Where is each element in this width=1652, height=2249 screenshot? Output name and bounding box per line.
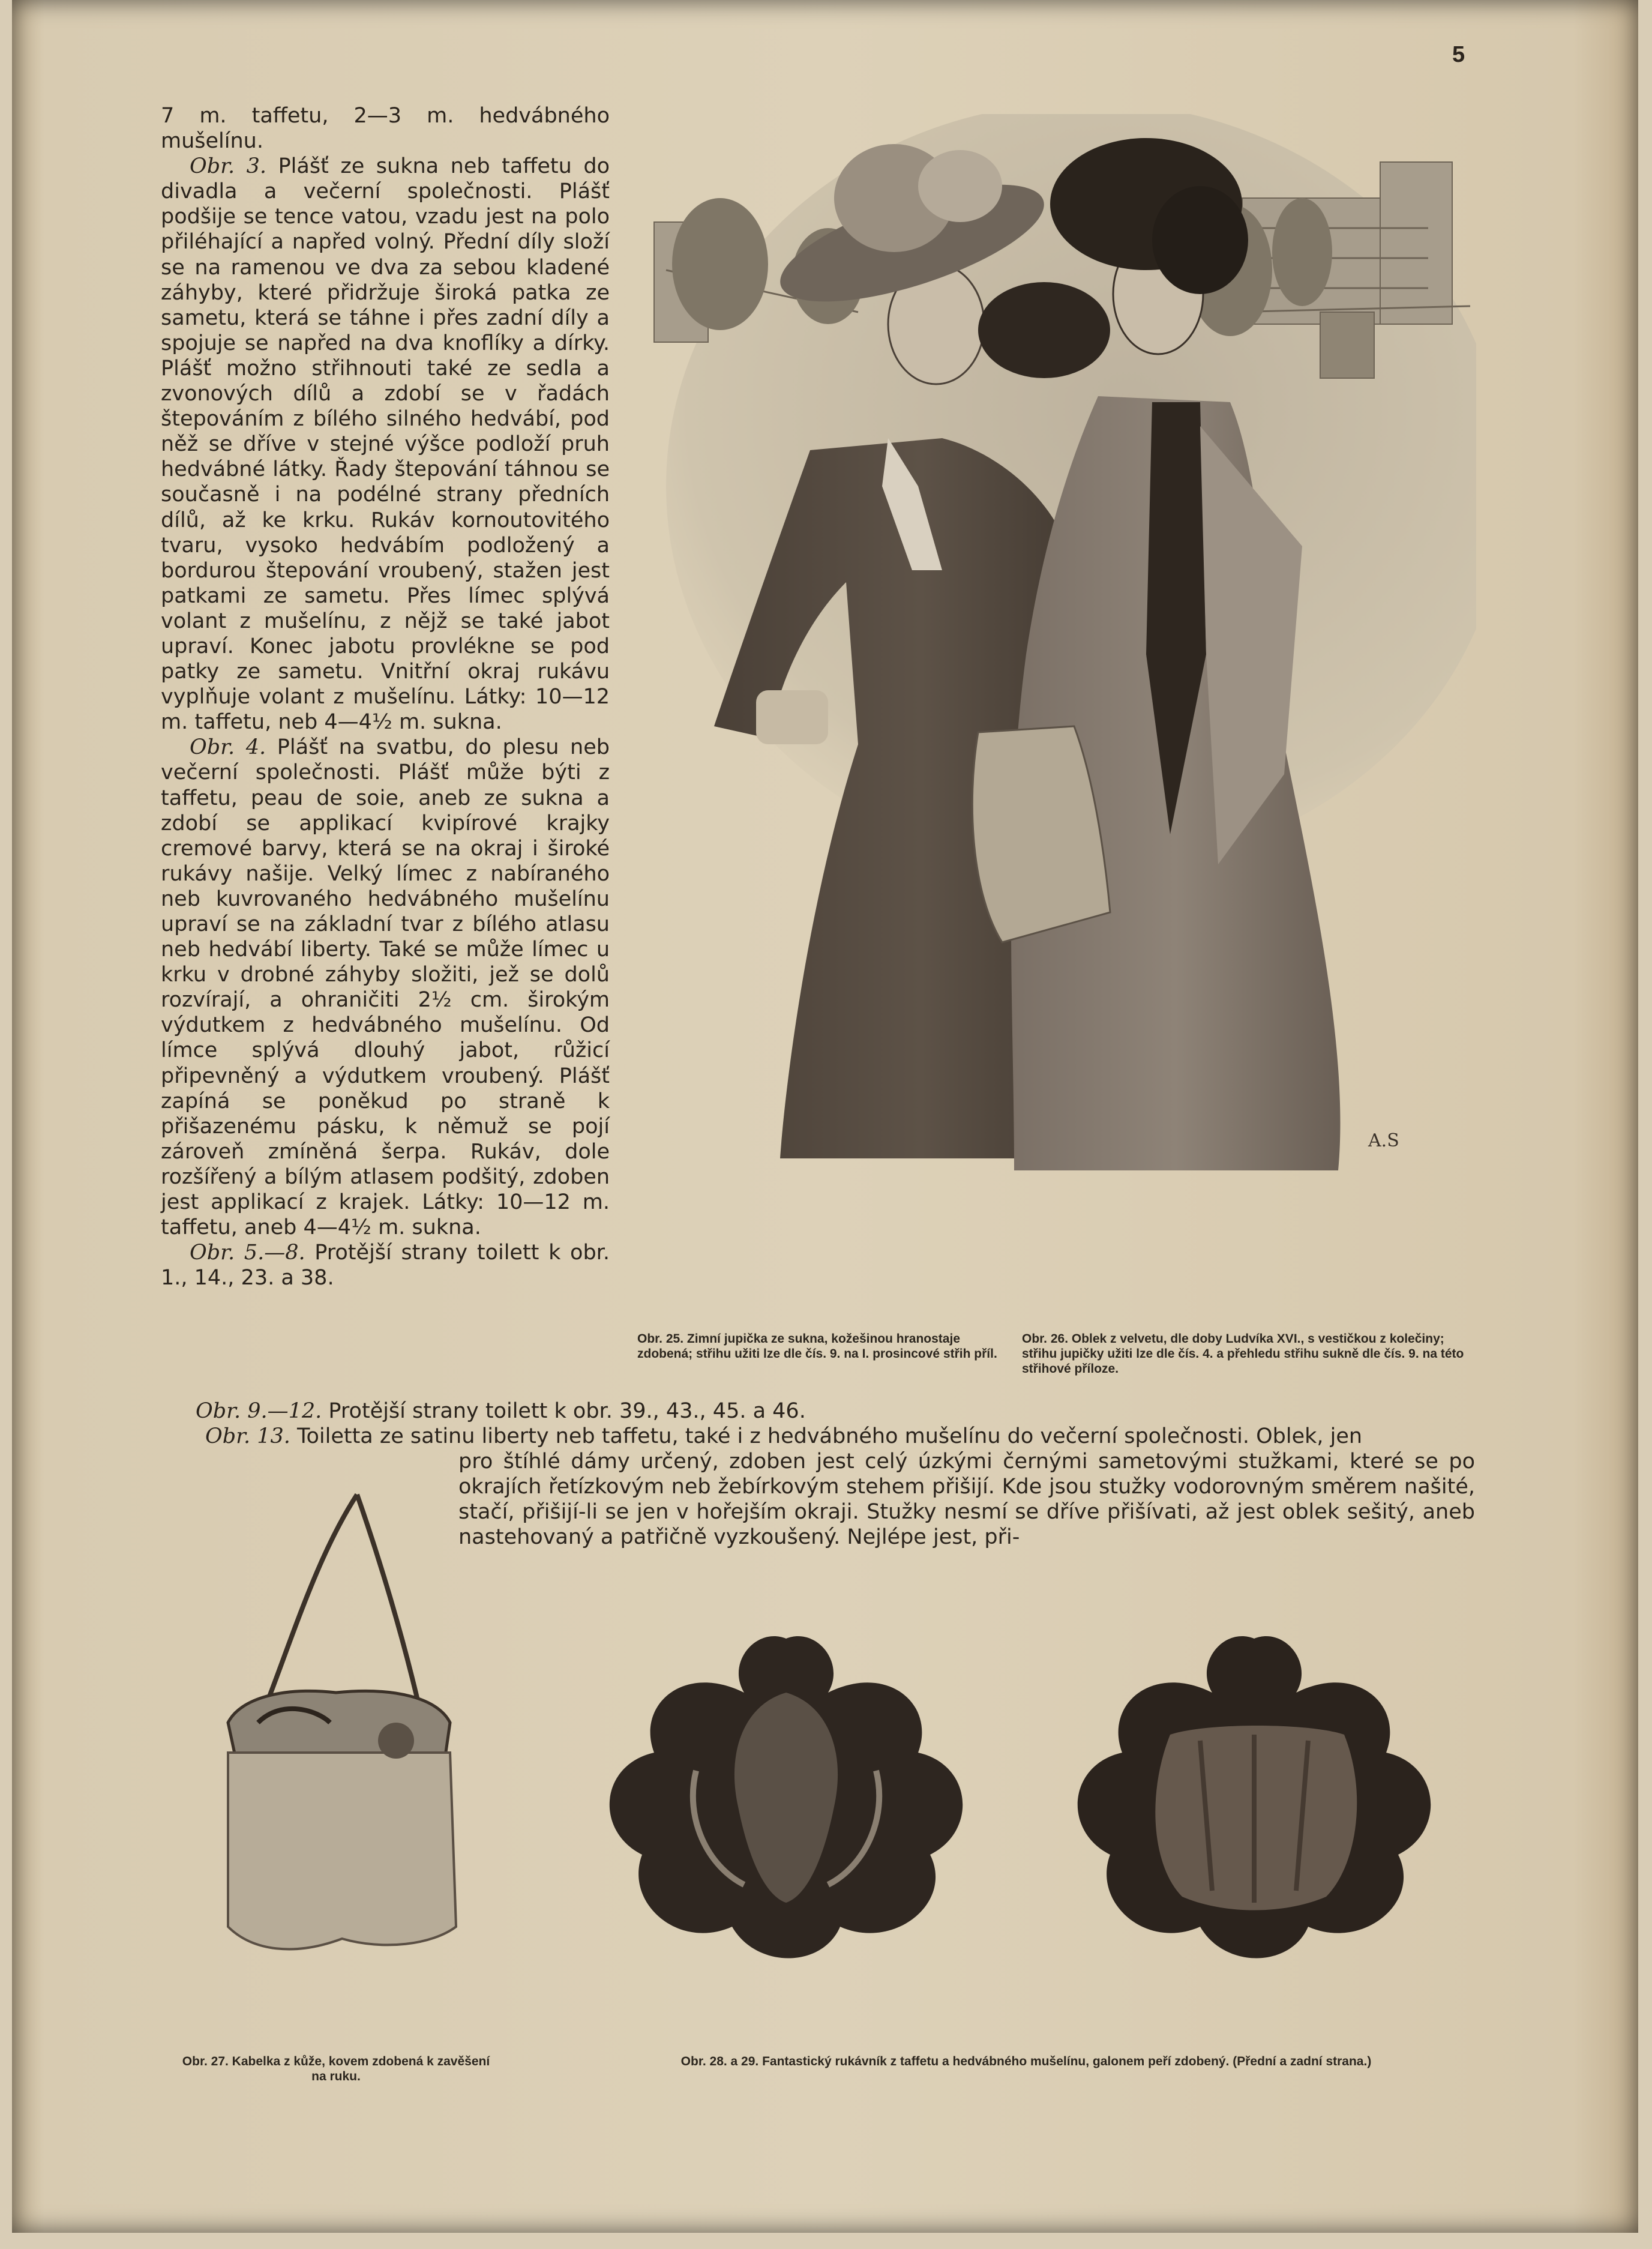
muff-illustration-figure-29 xyxy=(1056,1615,1452,1975)
caption-figure-25: Obr. 25. Zimní jupička ze sukna, kožešinou hranostaje zdobená; střihu užiti lze dle čís. 9. na I. prosincové střih příl. xyxy=(637,1332,997,1361)
figure-reference: Obr. 5.—8. xyxy=(190,1241,305,1265)
left-column-text xyxy=(161,103,610,1290)
caption-figures-28-29: Obr. 28. a 29. Fantastický rukávník z taffetu a hedvábného mušelínu, galonem peří zdobený. (Přední a zadní strana.) xyxy=(680,2055,1372,2068)
paragraph-text: Plášť na svatbu, do plesu neb večerní společnosti. Plášť může býti z taffetu, peau de soie, aneb ze sukna a zdobí se applikací kvipírové krajky cremové barvy, která se na okraj i široké rukávy našije. Velký límec z nabíraného neb kuvrovaného hedvábného mušelínu upraví se na základní tvar z bílého atlasu neb hedvábí liberty. Také se může límec u krku v drobné záhyby složiti, jež se dolů rozvírají, a ohraničiti 2½ cm. širokým výdutkem z hedvábného mušelínu. Od límce splývá dlouhý jabot, růžicí připevněný a výdutkem vroubený. Plášť zapíná se poněkud po straně k přišazenému pásku, k němuž se pojí zároveň zmíněná šerpa. Rukáv, dole rozšířený a bílým atlasem podšitý, zdoben jest applikací z krajek. Látky: 10—12 m. taffetu, aneb 4—4½ m. sukna. xyxy=(161,735,610,1240)
engraving-two-women xyxy=(630,114,1476,1230)
paragraph xyxy=(161,154,610,735)
figure-reference: Obr. 3. xyxy=(190,154,267,179)
page-number: 5 xyxy=(1452,42,1465,67)
handbag-illustration-figure-27 xyxy=(204,1483,468,1975)
continuation-text: pro štíhlé dámy určený, zdoben jest celý úzkými černými sametovými stužkami, které se po okrajích řetízkovým neb žebírkovým stehem přišijí. Kde jsou stužky vodorovným směrem našité, stačí, přišijí-li se jen v hořejším okraji. Stužky nesmí se dříve přišívati, až jest oblek sešitý, aneb nastehovaný a patřičně vyzkoušený. Nejlépe jest, při- xyxy=(458,1450,1475,1549)
figure-reference: Obr. 13. xyxy=(205,1424,290,1448)
caption-figure-26: Obr. 26. Oblek z velvetu, dle doby Ludvíka XVI., s vestičkou z kolečiny; střihu jupičky užiti lze dle čís. 4. a přehledu střihu sukně dle čís. 9. na této střihové příloze. xyxy=(1022,1332,1464,1376)
paragraph xyxy=(161,1240,610,1290)
paragraph-text: Protější strany toilett k obr. 1., 14., 23. a 38. xyxy=(161,1241,610,1290)
figure-reference: Obr. 9.—12. xyxy=(196,1399,322,1423)
text-line-content: Protější strany toilett k obr. 39., 43., 45. a 46. xyxy=(322,1399,806,1423)
paragraph xyxy=(161,103,610,154)
text-line xyxy=(161,1424,1475,1449)
muff-illustration-figure-28 xyxy=(588,1615,984,1975)
fashion-illustration-figures-25-26 xyxy=(630,114,1476,1230)
handbag-engraving xyxy=(204,1483,468,1975)
paragraph-text: Plášť ze sukna neb taffetu do divadla a večerní společnosti. Plášť podšije se tence vatou, vzadu jest na polo přiléhající a napřed volný. Přední díly složí se na ramenou ve dva za sebou kladené záhyby, které přidržuje široká patka ze sametu, která se táhne i přes zadní díly a spojuje se napřed na dva knoflíky a dírky. Plášť možno střihnouti také ze sedla a zvonových dílů a zdobí se v řadách štepováním z bílého silného hedvábí, pod něž se dříve v stejné výšce podloží pruh hedvábné látky. Řady štepování táhnou se současně i na podélné strany předních dílů, až ke krku. Rukáv kornoutovitého tvaru, vysoko hedvábím podložený a bordurou štepování vroubený, stažen jest patkami ze sametu. Přes límec splývá volant z mušelínu, z nějž se také jabot upraví. Konec jabotu provlékne se pod patky ze sametu. Vnitřní okraj rukávu vyplňuje volant z mušelínu. Látky: 10—12 m. taffetu, neb 4—4½ m. sukna. xyxy=(161,154,610,735)
text-line xyxy=(161,1398,1475,1424)
text-line-content: Toiletta ze satinu liberty neb taffetu, také i z hedvábného mušelínu do večerní společnosti. Oblek, jen xyxy=(290,1424,1363,1448)
paragraph-text: 7 m. taffetu, 2—3 m. hedvábného mušelínu. xyxy=(161,104,610,154)
figure-reference: Obr. 4. xyxy=(190,735,266,760)
muff-back-engraving xyxy=(1056,1615,1452,1975)
paper-sheet xyxy=(12,0,1638,2233)
caption-figure-27: Obr. 27. Kabelka z kůže, kovem zdobená k zavěšení na ruku. xyxy=(182,2055,490,2083)
paragraph xyxy=(161,735,610,1240)
svg-text:A.S: A.S xyxy=(1368,1130,1399,1151)
muff-front-engraving xyxy=(588,1615,984,1975)
